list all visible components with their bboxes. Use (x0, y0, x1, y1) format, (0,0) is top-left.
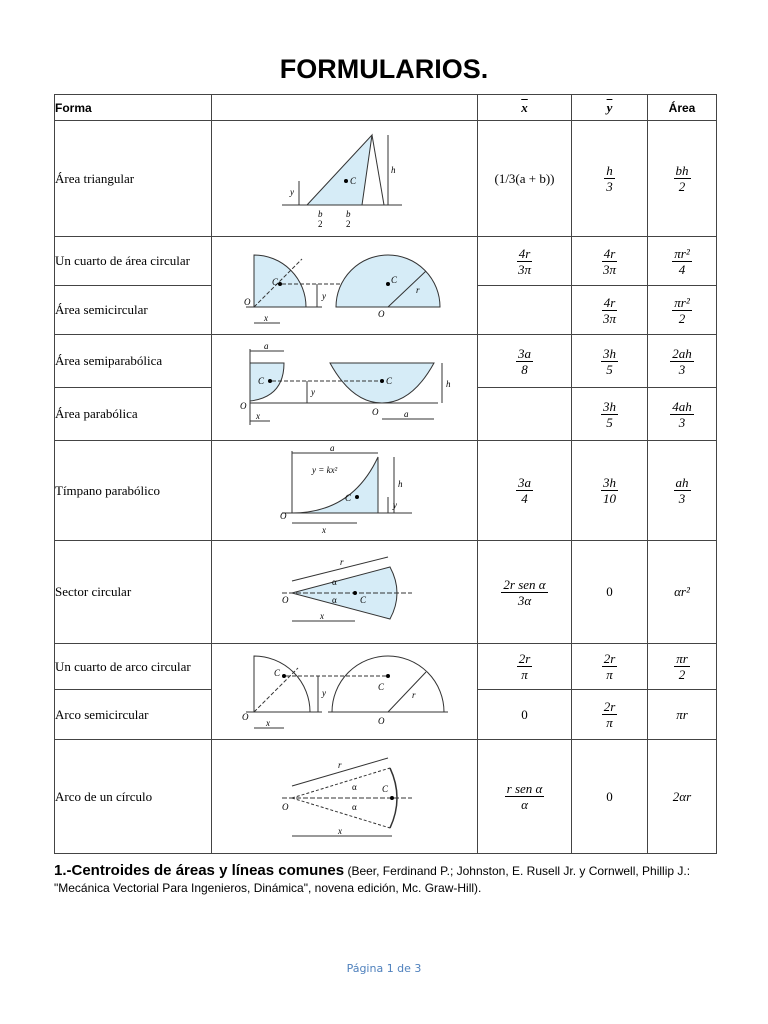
xbar-value: $\frac{2r}{\pi}$ (478, 644, 572, 690)
xbar-value (478, 388, 572, 441)
ybar-value: 0 (572, 740, 648, 854)
arcs-figure-cell (212, 644, 478, 740)
svg-text:y: y (393, 500, 397, 510)
row-name: Arco semicircular (55, 690, 212, 740)
row-name: Un cuarto de arco circular (55, 644, 212, 690)
svg-text:C: C (350, 176, 357, 186)
parabolic-areas-diagram (212, 335, 478, 441)
svg-text:r: r (416, 285, 420, 295)
table-row (55, 541, 717, 644)
ybar-value: $\frac{3h}{10}$ (572, 441, 648, 541)
header-figura (212, 95, 478, 121)
svg-text:C: C (391, 275, 398, 285)
table-row (55, 335, 717, 388)
area-value: $\frac{bh}{2}$ (648, 121, 717, 237)
triangle-area-diagram (212, 121, 478, 237)
svg-text:x: x (266, 718, 270, 728)
svg-text:x: x (264, 313, 268, 323)
xbar-value: (1/3(a + b)) (478, 121, 572, 237)
svg-text:r: r (412, 690, 416, 700)
circular-areas-diagram (212, 237, 478, 335)
row-name: Área triangular (55, 121, 212, 237)
svg-text:r: r (340, 557, 344, 567)
row-name: Área parabólica (55, 388, 212, 441)
svg-text:C: C (382, 784, 389, 794)
table-row (55, 644, 717, 690)
ybar-value: $\frac{4r}{3\pi}$ (572, 237, 648, 286)
ybar-value: $\frac{4r}{3\pi}$ (572, 286, 648, 335)
svg-text:O: O (282, 595, 289, 605)
area-value: $\frac{ah}{3}$ (648, 441, 717, 541)
xbar-value: $\frac{\text{2r sen α}}{3\alpha}$ (478, 541, 572, 644)
spandrel-figure-cell (212, 441, 478, 541)
svg-text:y = kx²: y = kx² (312, 465, 338, 475)
svg-text:C: C (272, 277, 279, 287)
svg-text:y: y (322, 291, 326, 301)
circle-areas-figure-cell (212, 237, 478, 335)
arc-figure-cell (212, 740, 478, 854)
svg-text:O: O (372, 407, 379, 417)
ybar-value: $\frac{2r}{\pi}$ (572, 644, 648, 690)
header-area: Área (648, 95, 717, 121)
table-header-row (55, 95, 717, 121)
area-value: πr (648, 690, 717, 740)
table-row (55, 740, 717, 854)
svg-text:r: r (338, 760, 342, 770)
area-value: 2αr (648, 740, 717, 854)
parabolic-areas-figure-cell (212, 335, 478, 441)
page-number: Página 1 de 3 (346, 962, 422, 975)
table-row (55, 441, 717, 541)
xbar-value: $\frac{4r}{3\pi}$ (478, 237, 572, 286)
xbar-value: $\frac{\text{r sen α}}{\alpha}$ (478, 740, 572, 854)
svg-text:a: a (330, 443, 335, 453)
area-value: $\frac{\pi r}{2}$ (648, 644, 717, 690)
svg-text:x: x (338, 826, 342, 836)
triangle-figure-cell (212, 121, 478, 237)
ybar-value: $\frac{3h}{5}$ (572, 335, 648, 388)
svg-text:b: b (318, 209, 323, 219)
row-name: Arco de un círculo (55, 740, 212, 854)
area-value: $\frac{\text{πr²}}{4}$ (648, 237, 717, 286)
svg-text:y: y (322, 688, 326, 698)
caption-lead: 1.-Centroides de áreas y líneas comunes (54, 862, 345, 879)
svg-text:O: O (242, 712, 249, 722)
svg-text:O: O (244, 297, 251, 307)
svg-text:h: h (398, 479, 403, 489)
svg-text:C: C (386, 376, 393, 386)
sector-figure-cell (212, 541, 478, 644)
table-row (55, 237, 717, 286)
ybar-value: 0 (572, 541, 648, 644)
ybar-value: $\frac{2r}{\pi}$ (572, 690, 648, 740)
svg-text:C: C (345, 493, 352, 503)
svg-text:C: C (274, 668, 281, 678)
svg-text:x: x (320, 611, 324, 621)
svg-text:2: 2 (318, 219, 323, 229)
row-name: Área semiparabólica (55, 335, 212, 388)
xbar-value (478, 286, 572, 335)
header-forma: Forma (55, 95, 212, 121)
row-name: Tímpano parabólico (55, 441, 212, 541)
svg-text:O: O (378, 309, 385, 319)
svg-text:a: a (404, 409, 409, 419)
header-xbar: $\overline{x}$ (478, 95, 572, 121)
svg-text:α: α (332, 595, 337, 605)
circular-sector-diagram (212, 541, 478, 644)
svg-text:y: y (311, 387, 315, 397)
parabolic-spandrel-diagram (212, 441, 478, 541)
svg-text:2: 2 (346, 219, 351, 229)
svg-text:h: h (446, 379, 451, 389)
svg-text:O: O (282, 802, 289, 812)
circular-arc-diagram (212, 740, 478, 854)
xbar-value: $\frac{3a}{8}$ (478, 335, 572, 388)
svg-text:α: α (352, 802, 357, 812)
svg-text:h: h (391, 165, 396, 175)
svg-text:α: α (352, 782, 357, 792)
table-row (55, 121, 717, 237)
svg-text:b: b (346, 209, 351, 219)
svg-text:C: C (378, 682, 385, 692)
circular-arcs-diagram (212, 644, 478, 740)
svg-text:x: x (256, 411, 260, 421)
svg-text:C: C (258, 376, 265, 386)
ybar-value: $\frac{h}{3}$ (572, 121, 648, 237)
page-title: FORMULARIOS. (279, 54, 489, 84)
area-value: αr² (648, 541, 717, 644)
row-name: Sector circular (55, 541, 212, 644)
area-value: $\frac{2ah}{3}$ (648, 335, 717, 388)
area-value: $\frac{\text{πr²}}{2}$ (648, 286, 717, 335)
row-name: Un cuarto de área circular (55, 237, 212, 286)
svg-text:O: O (280, 511, 287, 521)
svg-text:C: C (360, 595, 367, 605)
table-caption (54, 862, 724, 897)
row-name: Área semicircular (55, 286, 212, 335)
centroid-formula-table (54, 94, 717, 854)
svg-text:α: α (332, 577, 337, 587)
svg-text:O: O (378, 716, 385, 726)
area-value: $\frac{4ah}{3}$ (648, 388, 717, 441)
svg-text:a: a (264, 341, 269, 351)
ybar-value: $\frac{3h}{5}$ (572, 388, 648, 441)
svg-text:O: O (240, 401, 247, 411)
xbar-value: $\frac{3a}{4}$ (478, 441, 572, 541)
caption-reference: (Beer, Ferdinand P.; Johnston, E. Rusell Jr. y Cornwell, Phillip J.: "Mecánica Vectorial Para Ingenieros, Dinámica", novena edición, Mc. Graw-Hill). (54, 864, 691, 895)
svg-text:x: x (322, 525, 326, 535)
svg-text:y: y (290, 187, 294, 197)
xbar-value: 0 (478, 690, 572, 740)
header-ybar: $\overline{y}$ (572, 95, 648, 121)
